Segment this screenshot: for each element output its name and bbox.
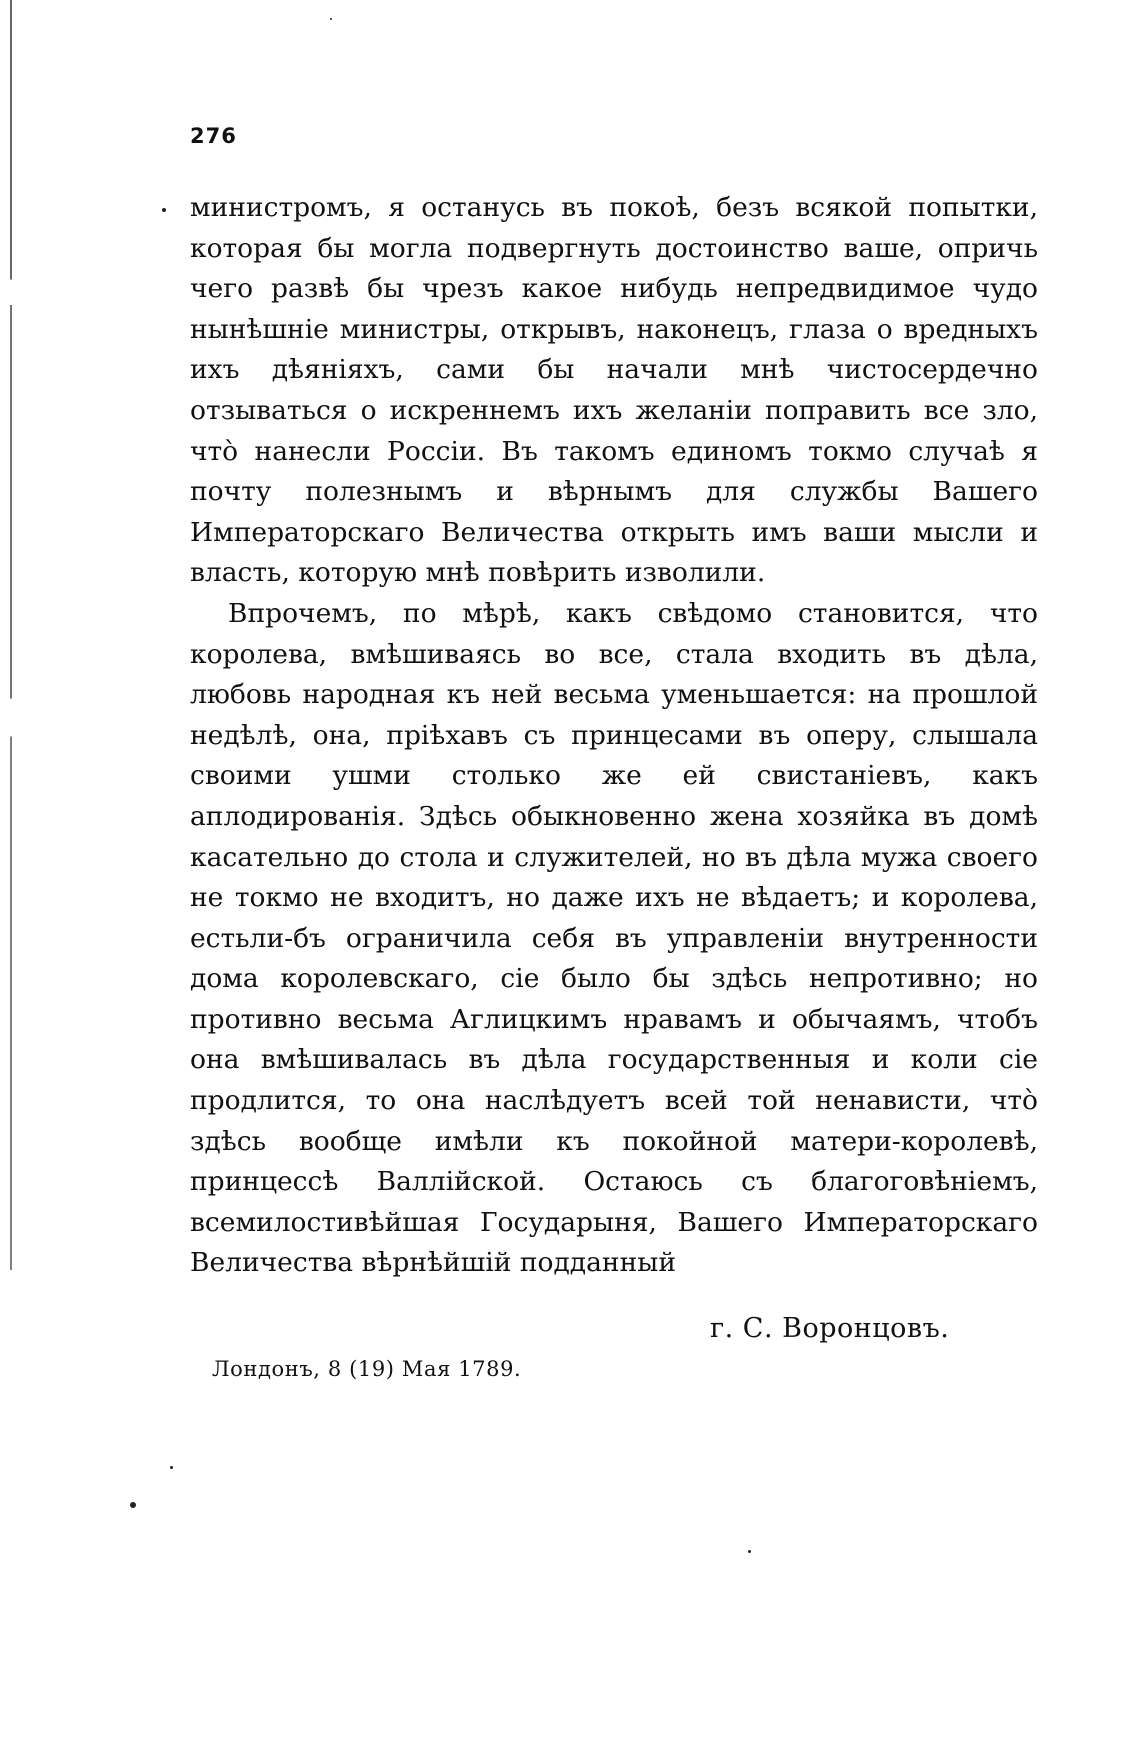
- letter-body: [190, 188, 1038, 1284]
- dateline: Лондонъ, 8 (19) Мая 1789.: [212, 1357, 522, 1381]
- scan-speck: [330, 18, 332, 20]
- scan-speck: [170, 1466, 173, 1469]
- scan-speck: [748, 1550, 751, 1553]
- paragraph: Впрочемъ, по мѣрѣ, какъ свѣдомо становится, что королева, вмѣшиваясь во все, стала входить въ дѣла, любовь народная къ ней весьма уменьшается: на прошлой недѣлѣ, она, пріѣхавъ съ принцесами въ оперу, слышала своими ушми столько же ей свистаніевъ, какъ аплодированія. Здѣсь обыкновенно жена хозяйка въ домѣ касательно до стола и служителей, но въ дѣла мужа своего не токмо не входитъ, но даже ихъ не вѣдаетъ; и королева, естьли-бъ ограничила себя въ управленіи внутренности дома королевскаго, сіе было бы здѣсь непротивно; но противно весьма Аглицкимъ нравамъ и обычаямъ, чтобъ она вмѣшивалась въ дѣла государственныя и коли сіе продлится, то она наслѣдуетъ всей той ненависти, что̀ здѣсь вообще имѣли къ покойной матери-королевѣ, принцессѣ Валлійской. Остаюсь съ благоговѣніемъ, всемилостивѣйшая Государыня, Вашего Императорскаго Величества вѣрнѣйшій подданный: [190, 597, 1038, 1279]
- paragraph-continued: министромъ, я останусь въ покоѣ, безъ всякой попытки, которая бы могла подвергнуть достоинство ваше, опричь чего развѣ бы чрезъ какое нибудь непредвидимое чудо нынѣшніе министры, открывъ, наконецъ, глаза о вредныхъ ихъ дѣяніяхъ, сами бы начали мнѣ чистосердечно отзываться о искреннемъ ихъ желаніи поправить все зло, что̀ нанесли Россіи. Въ такомъ единомъ токмо случаѣ я почту полезнымъ и вѣрнымъ для службы Вашего Императорскаго Величества открыть имъ ваши мысли и власть, которую мнѣ повѣрить изволили.: [190, 192, 1038, 589]
- signature: г. С. Воронцовъ.: [710, 1313, 950, 1344]
- page-number: 276: [190, 124, 237, 148]
- scan-edge-line: [10, 0, 12, 1270]
- scan-speck: [162, 208, 166, 212]
- scan-speck: [130, 1502, 136, 1508]
